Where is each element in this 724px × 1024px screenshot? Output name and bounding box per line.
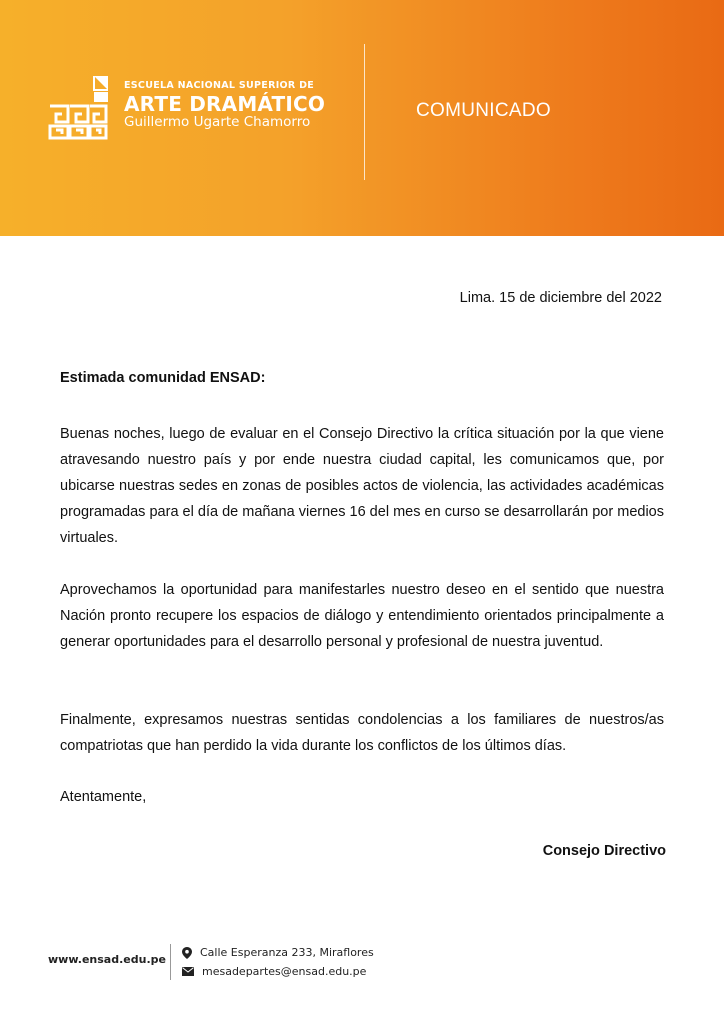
footer-email-row xyxy=(182,965,366,978)
ensad-logo-icon xyxy=(48,76,108,140)
document-title: COMUNICADO xyxy=(416,100,551,121)
footer-divider xyxy=(170,944,171,980)
footer-address-row xyxy=(182,946,374,959)
footer-website: www.ensad.edu.pe xyxy=(48,953,166,966)
letter-signature: Consejo Directivo xyxy=(542,843,666,859)
logo-wordmark xyxy=(124,80,325,130)
letter-paragraph: Finalmente, expresamos nuestras sentidas condolencias a los familiares de nuestros/as compatriotas que han perdido la vida durante los conflictos de los últimos días. xyxy=(60,712,664,754)
logo-line-honoree: Guillermo Ugarte Chamorro xyxy=(124,114,311,130)
map-pin-icon xyxy=(182,947,192,959)
letter-greeting: Estimada comunidad ENSAD: xyxy=(60,370,266,386)
logo-line-name: ARTE DRAMÁTICO xyxy=(124,92,326,116)
header-divider xyxy=(364,44,365,180)
letterhead xyxy=(0,0,724,236)
logo-line-school: ESCUELA NACIONAL SUPERIOR DE xyxy=(124,80,315,91)
footer-address: Calle Esperanza 233, Miraflores xyxy=(200,946,374,959)
letter-closing: Atentamente, xyxy=(60,789,147,805)
footer-email: mesadepartes@ensad.edu.pe xyxy=(202,965,367,978)
letter-date: Lima. 15 de diciembre del 2022 xyxy=(459,290,662,306)
envelope-icon xyxy=(182,967,194,976)
letter-paragraph: Buenas noches, luego de evaluar en el Consejo Directivo la crítica situación por la que viene atravesando nuestro país y por ende nuestra ciudad capital, les comunicamos que, por ubicarse nuestras sedes en zonas de posibles actos de violencia, las actividades académicas programadas para el día de mañana viernes 16 del mes en curso se desarrollarán por medios virtuales. xyxy=(60,426,664,546)
letter-paragraph: Aprovechamos la oportunidad para manifestarles nuestro deseo en el sentido que nuestra Nación pronto recupere los espacios de diálogo y entendimiento orientados principalmente a generar oportunidades para el desarrollo personal y profesional de nuestra juventud. xyxy=(60,582,664,650)
